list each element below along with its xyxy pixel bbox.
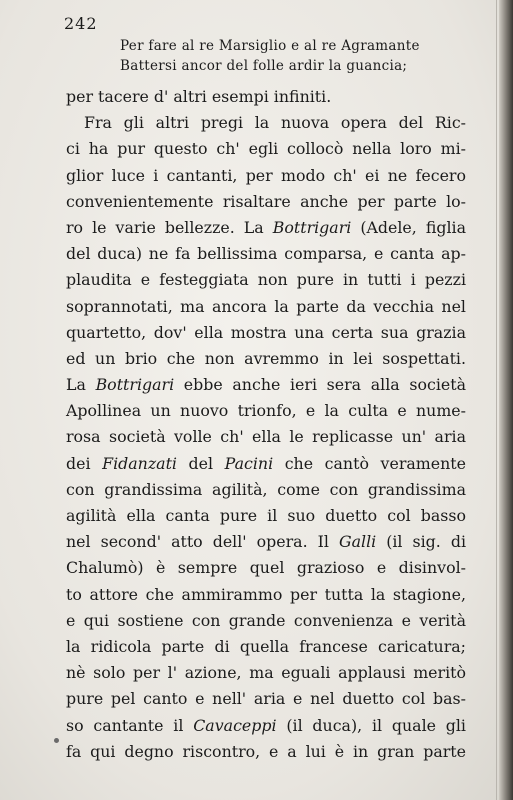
- text-segment: del duca) ne fa bellissima comparsa, e canta ap-: [66, 244, 466, 264]
- text-segment: per tacere d' altri esempi infiniti.: [66, 87, 332, 106]
- text-segment: fa qui degno riscontro, e a lui è in gran parte: [66, 741, 466, 761]
- text-segment: nè solo per l' azione, ma eguali applausi meritò: [66, 663, 466, 683]
- text-line: [66, 294, 466, 320]
- text-segment: (il duca), il quale gli: [276, 715, 466, 735]
- italic-name: Cavaceppi: [193, 715, 277, 735]
- text-segment: Fra gli altri pregi la nuova opera del Ric-: [84, 113, 466, 133]
- text-segment: to attore che ammirammo per tutta la stagione,: [66, 584, 466, 604]
- text-line: [66, 529, 466, 555]
- text-segment: Apollinea un nuovo trionfo, e la culta e nume-: [66, 401, 466, 421]
- text-segment: rosa società volle ch' ella le replicasse un' aria: [66, 427, 466, 447]
- text-line: [66, 241, 466, 267]
- text-segment: plaudita e festeggiata non pure in tutti i pezzi: [66, 270, 466, 290]
- text-line: [66, 372, 466, 398]
- page-edge-line: [496, 0, 497, 800]
- text-segment: e qui sostiene con grande convenienza e verità: [66, 610, 466, 630]
- text-line: [66, 398, 466, 424]
- text-segment: nel second' atto dell' opera. Il: [66, 532, 339, 552]
- text-line: [66, 686, 466, 712]
- text-line: [66, 582, 466, 608]
- text-line: [66, 346, 466, 372]
- text-segment: (il sig. di: [376, 532, 466, 552]
- text-segment: quartetto, dov' ella mostra una certa sua grazia: [66, 322, 466, 342]
- book-spine-shadow: [499, 0, 513, 800]
- ink-speck: [54, 738, 59, 743]
- text-line: [66, 110, 466, 136]
- text-segment: (Adele, figlia: [351, 217, 466, 237]
- text-line: [66, 660, 466, 686]
- verse-line-1: Per fare al re Marsiglio e al re Agramante: [120, 38, 420, 54]
- italic-name: Pacini: [224, 453, 274, 473]
- text-segment: con grandissima agilità, come con grandissima: [66, 479, 466, 499]
- text-line: [66, 555, 466, 581]
- text-line: [66, 477, 466, 503]
- page-number: 242: [64, 14, 98, 33]
- text-line: [66, 713, 466, 739]
- italic-name: Bottrigari: [272, 217, 352, 237]
- verse-line-2: Battersi ancor del folle ardir la guancia;: [120, 58, 408, 74]
- text-segment: ro le varie bellezze. La: [66, 217, 273, 237]
- text-segment: dei: [66, 453, 103, 473]
- text-segment: che cantò veramente: [273, 453, 466, 473]
- text-line: [66, 84, 466, 110]
- text-line: [66, 424, 466, 450]
- text-line: [66, 215, 466, 241]
- text-line: [66, 451, 466, 477]
- text-segment: so cantante il: [66, 715, 194, 735]
- italic-name: Fidanzati: [102, 453, 177, 473]
- body-text: [66, 84, 466, 765]
- text-segment: soprannotati, ma ancora la parte da vecchia nel: [66, 296, 466, 316]
- text-segment: agilità ella canta pure il suo duetto col basso: [66, 506, 466, 525]
- text-line: [66, 267, 466, 293]
- italic-name: Galli: [338, 532, 377, 552]
- text-line: [66, 503, 466, 529]
- text-line: [66, 320, 466, 346]
- text-segment: pure pel canto e nell' aria e nel duetto col bas-: [66, 689, 466, 709]
- italic-name: Bottrigari: [95, 375, 175, 395]
- text-line: [66, 189, 466, 215]
- text-segment: Chalumò) è sempre quel grazioso e disinvol-: [66, 558, 466, 578]
- text-segment: La: [66, 375, 96, 395]
- text-line: [66, 739, 466, 765]
- text-segment: convenientemente risaltare anche per parte lo-: [66, 191, 466, 211]
- text-line: [66, 136, 466, 162]
- text-line: [66, 163, 466, 189]
- text-line: [66, 634, 466, 660]
- text-segment: glior luce i cantanti, per modo ch' ei ne fecero: [66, 165, 466, 185]
- text-line: [66, 608, 466, 634]
- text-segment: ci ha pur questo ch' egli collocò nella loro mi-: [66, 139, 466, 159]
- text-segment: ed un brio che non avremmo in lei sospettati.: [66, 348, 466, 368]
- text-segment: ebbe anche ieri sera alla società: [174, 375, 466, 395]
- text-segment: del: [176, 453, 225, 473]
- text-segment: la ridicola parte di quella francese caricatura;: [66, 636, 466, 656]
